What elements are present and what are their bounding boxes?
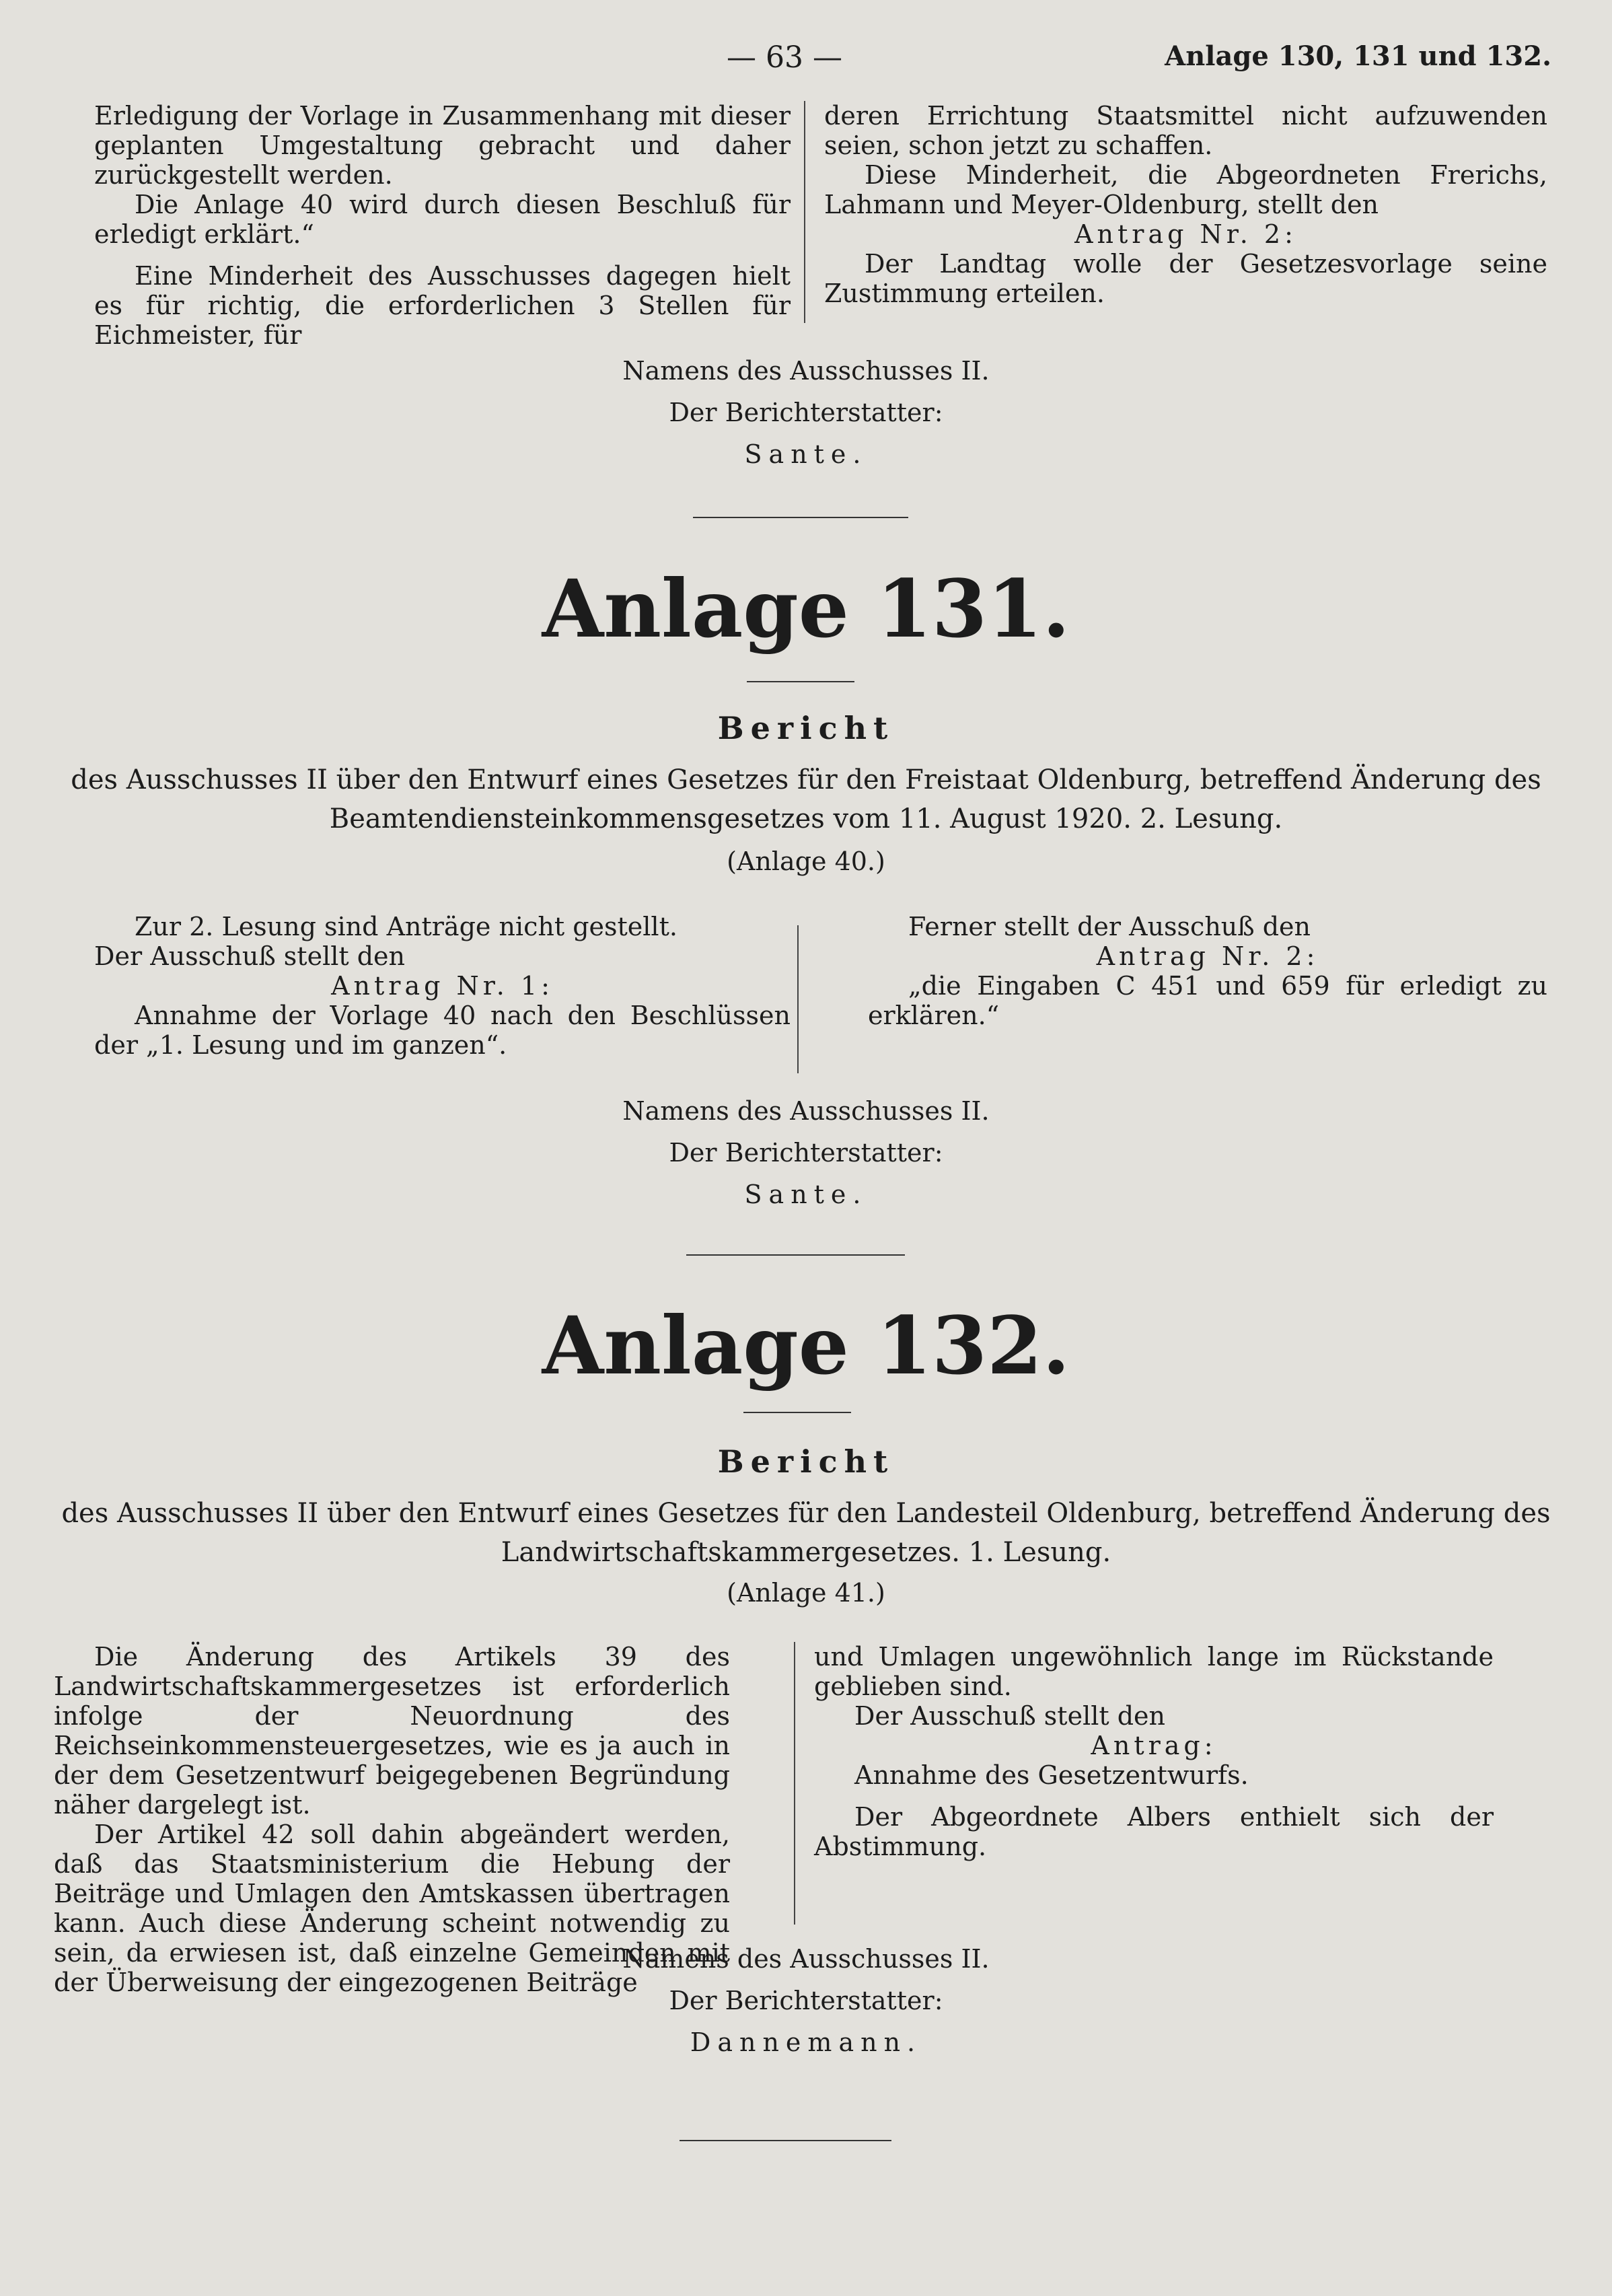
- page-number: — 63 —: [727, 40, 842, 75]
- separator-rule: [686, 1254, 905, 1256]
- paragraph: Zur 2. Lesung sind Anträge nicht gestellt.: [135, 912, 677, 941]
- reporter-name: Dannemann.: [690, 2028, 922, 2057]
- anlage-131-left-column: [94, 912, 791, 1060]
- running-header: [0, 40, 1612, 81]
- paragraph: Ferner stellt der Ausschuß den: [908, 912, 1311, 941]
- paragraph: deren Errichtung Staatsmittel nicht aufzuwenden seien, schon jetzt zu schaffen.: [824, 101, 1547, 160]
- anlage-131-title: Anlage 131.: [542, 562, 1070, 655]
- continuation-columns: [94, 101, 1547, 350]
- paragraph: „die Eingaben C 451 und 659 für erledigt zu erklären.“: [868, 971, 1547, 1030]
- anlage-reference: (Anlage 40.): [727, 847, 885, 876]
- anlage-131-right-column: [868, 912, 1547, 1030]
- paragraph: Der Ausschuß stellt den: [94, 941, 406, 971]
- paragraph: Der Artikel 42 soll dahin abgeändert werden, daß das Staatsministerium die Hebung der Beiträge und Umlagen den Amtskassen übertragen kann. Auch diese Änderung scheint notwendig zu sein, da erwiesen ist, daß einzelne Gemeinden mit der Überweisung der eingezogenen Beiträge: [54, 1820, 730, 1997]
- paragraph: Die Änderung des Artikels 39 des Landwirtschaftskammergesetzes ist erforderlich infolge der Neuordnung des Reichseinkommensteuergesetzes, wie es ja auch in der dem Gesetzentwurf beigegebenen Begründung näher dargelegt ist.: [54, 1642, 730, 1820]
- signature-block: [0, 350, 1612, 475]
- running-title: Anlage 130, 131 und 132.: [1165, 40, 1551, 72]
- paragraph: und Umlagen ungewöhnlich lange im Rückstande geblieben sind.: [814, 1642, 1494, 1701]
- paragraph: Der Abgeordnete Albers enthielt sich der Abstimmung.: [814, 1802, 1494, 1861]
- bericht-heading: Bericht: [717, 710, 895, 746]
- antrag-heading: Antrag:: [1091, 1731, 1217, 1760]
- column-divider: [794, 1642, 795, 1925]
- paragraph: Der Ausschuß stellt den: [854, 1701, 1166, 1731]
- separator-rule: [693, 517, 908, 518]
- anlage-131-columns: [94, 912, 1547, 1080]
- role-line: Der Berichterstatter:: [669, 1138, 943, 1168]
- report-subtitle: des Ausschusses II über den Entwurf eines Gesetzes für den Freistaat Oldenburg, betreffend Änderung des Beamtendiensteinkommensgesetzes vom 11. August 1920. 2. Lesung.: [71, 764, 1541, 834]
- committee-line: Namens des Ausschusses II.: [622, 1096, 990, 1126]
- anlage-132-right-column: [814, 1642, 1494, 1861]
- title-underline: [743, 1412, 851, 1413]
- signature-block: [0, 1090, 1612, 1215]
- paragraph: Die Anlage 40 wird durch diesen Beschluß für erledigt erklärt.“: [94, 190, 791, 249]
- antrag-heading: Antrag Nr. 2:: [1096, 941, 1319, 971]
- committee-line: Namens des Ausschusses II.: [622, 1944, 990, 1974]
- report-subtitle: des Ausschusses II über den Entwurf eines Gesetzes für den Landesteil Oldenburg, betreffend Änderung des Landwirtschaftskammergesetzes. 1. Lesung.: [61, 1498, 1551, 1568]
- paragraph: Der Landtag wolle der Gesetzesvorlage seine Zustimmung erteilen.: [824, 249, 1547, 308]
- separator-rule: [680, 2140, 891, 2141]
- paragraph: Annahme des Gesetzentwurfs.: [854, 1760, 1249, 1790]
- committee-line: Namens des Ausschusses II.: [622, 356, 990, 386]
- column-divider: [804, 101, 805, 323]
- signature-block: [0, 1938, 1612, 2063]
- role-line: Der Berichterstatter:: [669, 1986, 943, 2015]
- reporter-name: Sante.: [744, 439, 868, 469]
- column-divider: [797, 925, 799, 1073]
- anlage-132-title: Anlage 132.: [542, 1299, 1070, 1392]
- paragraph: Erledigung der Vorlage in Zusammenhang mit dieser geplanten Umgestaltung gebracht und daher zurückgestellt werden.: [94, 101, 791, 190]
- title-underline: [747, 681, 854, 682]
- continuation-right-column: [824, 101, 1547, 308]
- antrag-heading: Antrag Nr. 2:: [1074, 219, 1297, 249]
- paragraph: Diese Minderheit, die Abgeordneten Frerichs, Lahmann und Meyer-Oldenburg, stellt den: [824, 160, 1547, 219]
- antrag-heading: Antrag Nr. 1:: [331, 971, 554, 1001]
- reporter-name: Sante.: [744, 1180, 868, 1209]
- bericht-heading: Bericht: [717, 1443, 895, 1480]
- role-line: Der Berichterstatter:: [669, 398, 943, 427]
- anlage-reference: (Anlage 41.): [727, 1578, 885, 1608]
- paragraph: Annahme der Vorlage 40 nach den Beschlüssen der „1. Lesung und im ganzen“.: [94, 1001, 791, 1060]
- continuation-left-column: [94, 101, 791, 350]
- paragraph: Eine Minderheit des Ausschusses dagegen hielt es für richtig, die erforderlichen 3 Stellen für Eichmeister, für: [94, 261, 791, 350]
